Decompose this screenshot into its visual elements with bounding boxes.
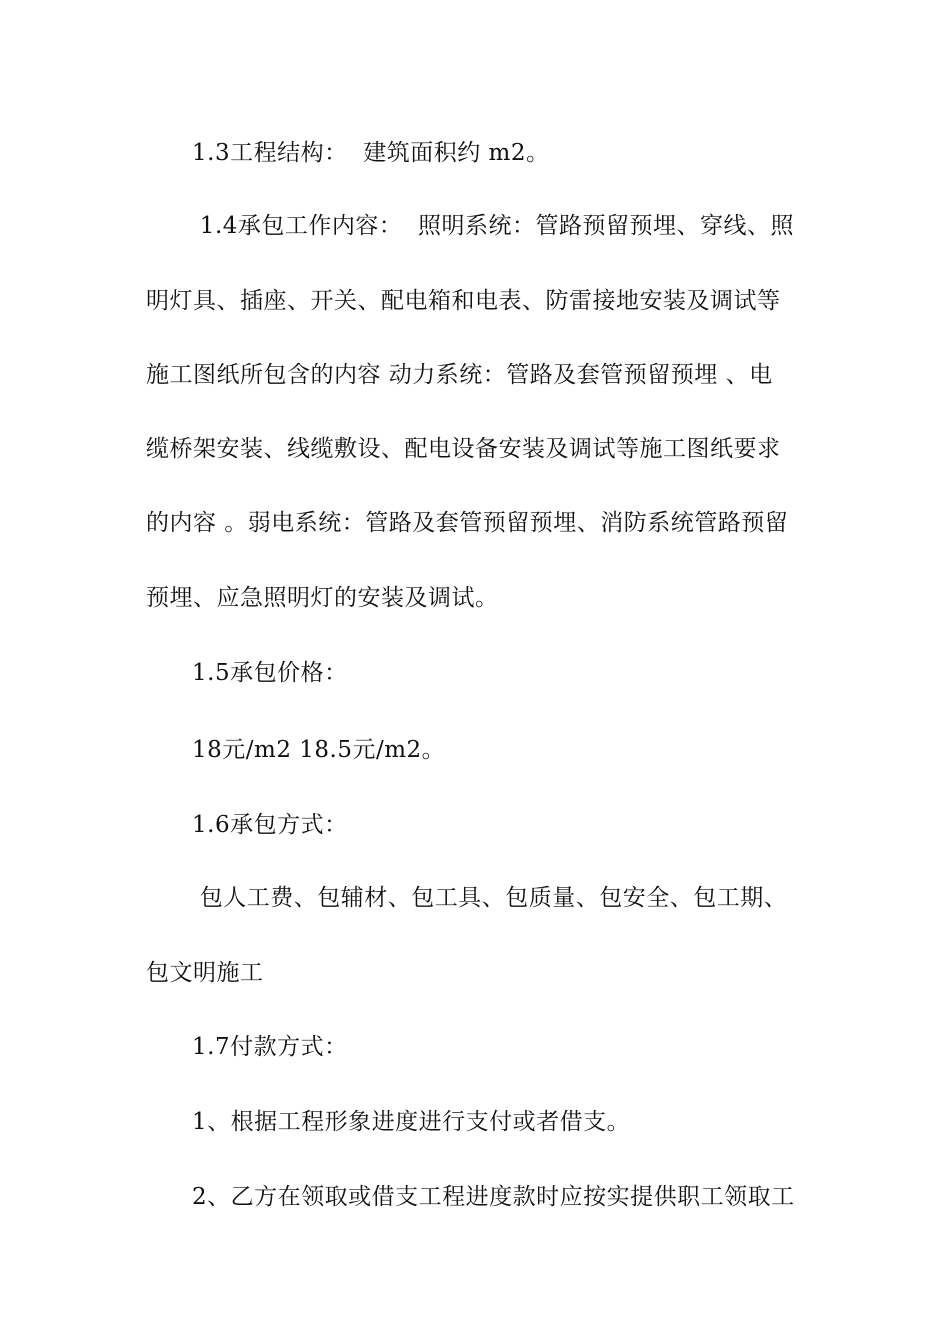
section-1-5-price-value: 18元/m2 18.5元/m2。	[192, 737, 446, 763]
section-1-3-structure: 1.3工程结构： 建筑面积约 m2。	[192, 140, 550, 166]
section-1-4-scope-line-1: 1.4承包工作内容： 照明系统：管路预留预埋、穿线、照	[192, 213, 795, 239]
section-1-4-scope-line-6: 预埋、应急照明灯的安装及调试。	[146, 585, 499, 611]
section-1-6-method-line-2: 包文明施工	[146, 960, 264, 986]
section-1-4-scope-line-4: 缆桥架安装、线缆敷设、配电设备安装及调试等施工图纸要求	[146, 436, 781, 462]
payment-item-2: 2、乙方在领取或借支工程进度款时应按实提供职工领取工	[192, 1184, 795, 1210]
section-1-4-scope-line-3: 施工图纸所包含的内容 动力系统：管路及套管预留预埋 、电	[146, 362, 773, 388]
section-1-4-scope-line-2: 明灯具、插座、开关、配电箱和电表、防雷接地安装及调试等	[146, 288, 781, 314]
section-1-6-method-line-1: 包人工费、包辅材、包工具、包质量、包安全、包工期、	[192, 885, 788, 911]
payment-item-1: 1、根据工程形象进度进行支付或者借支。	[192, 1109, 631, 1135]
section-1-6-method-heading: 1.6承包方式：	[192, 812, 348, 838]
section-1-4-scope-line-5: 的内容 。弱电系统：管路及套管预留预埋、消防系统管路预留	[146, 510, 789, 536]
section-1-7-payment-heading: 1.7付款方式：	[192, 1034, 348, 1060]
section-1-5-price-heading: 1.5承包价格：	[192, 660, 348, 686]
